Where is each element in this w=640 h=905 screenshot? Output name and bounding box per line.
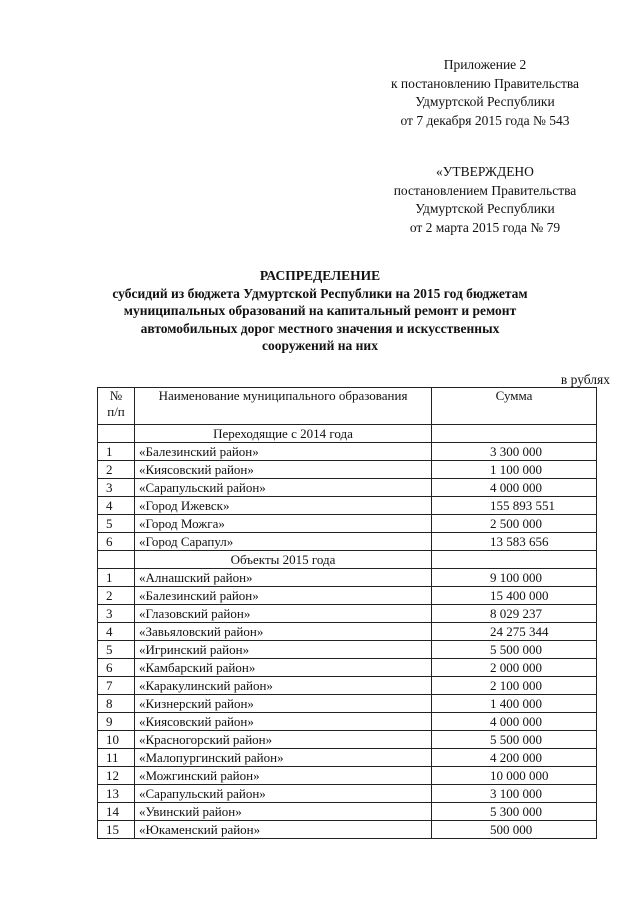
row-number: 3	[98, 479, 135, 497]
row-number: 3	[98, 605, 135, 623]
row-number: 6	[98, 533, 135, 551]
appendix-line: от 7 декабря 2015 года № 543	[400, 112, 570, 128]
table-row	[98, 821, 597, 839]
municipality-name: «Увинский район»	[135, 803, 432, 821]
header-number: № п/п	[98, 388, 135, 425]
table-row	[98, 533, 597, 551]
subsidy-amount: 4 000 000	[432, 479, 597, 497]
table-row	[98, 803, 597, 821]
section-empty-cell	[432, 551, 597, 569]
table-row	[98, 605, 597, 623]
approval-line: Удмуртской Республики	[415, 201, 555, 216]
row-number: 9	[98, 713, 135, 731]
section-empty-cell	[432, 425, 597, 443]
subsidy-amount: 2 100 000	[432, 677, 597, 695]
subsidy-amount: 5 500 000	[432, 641, 597, 659]
section-title: Переходящие с 2014 года	[135, 425, 432, 443]
table-row	[98, 641, 597, 659]
subsidy-amount: 3 300 000	[432, 443, 597, 461]
municipality-name: «Игринский район»	[135, 641, 432, 659]
table-row	[98, 713, 597, 731]
table-row	[98, 785, 597, 803]
subsidy-amount: 2 000 000	[432, 659, 597, 677]
subsidy-amount: 5 300 000	[432, 803, 597, 821]
title-heading: РАСПРЕДЕЛЕНИЕ	[259, 268, 381, 283]
title-line: автомобильных дорог местного значения и искусственных	[140, 320, 500, 336]
section-title: Объекты 2015 года	[135, 551, 432, 569]
municipality-name: «Балезинский район»	[135, 443, 432, 461]
table-row	[98, 443, 597, 461]
row-number: 15	[98, 821, 135, 839]
row-number: 10	[98, 731, 135, 749]
row-number: 14	[98, 803, 135, 821]
row-number: 12	[98, 767, 135, 785]
table-row	[98, 677, 597, 695]
subsidy-amount: 10 000 000	[432, 767, 597, 785]
table-row	[98, 731, 597, 749]
row-number: 2	[98, 587, 135, 605]
municipality-name: «Балезинский район»	[135, 587, 432, 605]
subsidy-amount: 155 893 551	[432, 497, 597, 515]
municipality-name: «Каракулинский район»	[135, 677, 432, 695]
subsidy-amount: 1 100 000	[432, 461, 597, 479]
table-row	[98, 767, 597, 785]
subsidy-amount: 24 275 344	[432, 623, 597, 641]
subsidy-amount: 13 583 656	[432, 533, 597, 551]
table-row	[98, 623, 597, 641]
title-line: муниципальных образований на капитальный ремонт и ремонт	[123, 303, 517, 318]
appendix-line: к постановлению Правительства	[390, 75, 580, 91]
subsidy-amount: 8 029 237	[432, 605, 597, 623]
municipality-name: «Сарапульский район»	[135, 785, 432, 803]
title-line: сооружений на них	[262, 338, 378, 353]
row-number: 6	[98, 659, 135, 677]
table-row	[98, 749, 597, 767]
subsidy-amount: 500 000	[432, 821, 597, 839]
section-empty-cell	[98, 425, 135, 443]
row-number: 1	[98, 443, 135, 461]
approval-line: от 2 марта 2015 года № 79	[409, 219, 561, 235]
subsidy-amount: 2 500 000	[432, 515, 597, 533]
row-number: 2	[98, 461, 135, 479]
row-number: 7	[98, 677, 135, 695]
municipality-name: «Юкаменский район»	[135, 821, 432, 839]
section-header-row	[98, 551, 597, 569]
municipality-name: «Сарапульский район»	[135, 479, 432, 497]
document-title	[0, 267, 640, 355]
row-number: 8	[98, 695, 135, 713]
table-header-row	[98, 388, 597, 425]
subsidy-amount: 5 500 000	[432, 731, 597, 749]
approval-block	[360, 163, 610, 237]
table-row	[98, 659, 597, 677]
municipality-name: «Глазовский район»	[135, 605, 432, 623]
municipality-name: «Город Сарапул»	[135, 533, 432, 551]
subsidy-amount: 4 000 000	[432, 713, 597, 731]
subsidy-table	[97, 387, 597, 839]
row-number: 5	[98, 515, 135, 533]
row-number: 1	[98, 569, 135, 587]
row-number: 11	[98, 749, 135, 767]
municipality-name: «Завьяловский район»	[135, 623, 432, 641]
municipality-name: «Киясовский район»	[135, 461, 432, 479]
subsidy-amount: 1 400 000	[432, 695, 597, 713]
municipality-name: «Алнашский район»	[135, 569, 432, 587]
row-number: 13	[98, 785, 135, 803]
municipality-name: «Город Ижевск»	[135, 497, 432, 515]
table-row	[98, 479, 597, 497]
units-label: в рублях	[560, 372, 610, 387]
row-number: 5	[98, 641, 135, 659]
municipality-name: «Киясовский район»	[135, 713, 432, 731]
municipality-name: «Камбарский район»	[135, 659, 432, 677]
title-line: субсидий из бюджета Удмуртской Республики на 2015 год бюджетам	[112, 285, 528, 301]
table-row	[98, 569, 597, 587]
appendix-block	[360, 56, 610, 130]
table-row	[98, 497, 597, 515]
approval-line: постановлением Правительства	[393, 182, 577, 198]
municipality-name: «Малопургинский район»	[135, 749, 432, 767]
subsidy-amount: 15 400 000	[432, 587, 597, 605]
section-empty-cell	[98, 551, 135, 569]
municipality-name: «Можгинский район»	[135, 767, 432, 785]
subsidy-amount: 3 100 000	[432, 785, 597, 803]
municipality-name: «Город Можга»	[135, 515, 432, 533]
table-row	[98, 461, 597, 479]
table-row	[98, 515, 597, 533]
approval-line: «УТВЕРЖДЕНО	[436, 164, 534, 179]
row-number: 4	[98, 497, 135, 515]
subsidy-amount: 9 100 000	[432, 569, 597, 587]
table-row	[98, 587, 597, 605]
row-number: 4	[98, 623, 135, 641]
table-row	[98, 695, 597, 713]
section-header-row	[98, 425, 597, 443]
header-name: Наименование муниципального образования	[135, 388, 432, 425]
municipality-name: «Красногорский район»	[135, 731, 432, 749]
subsidy-amount: 4 200 000	[432, 749, 597, 767]
municipality-name: «Кизнерский район»	[135, 695, 432, 713]
header-sum: Сумма	[432, 388, 597, 425]
appendix-line: Приложение 2	[443, 57, 527, 72]
appendix-line: Удмуртской Республики	[415, 94, 555, 109]
